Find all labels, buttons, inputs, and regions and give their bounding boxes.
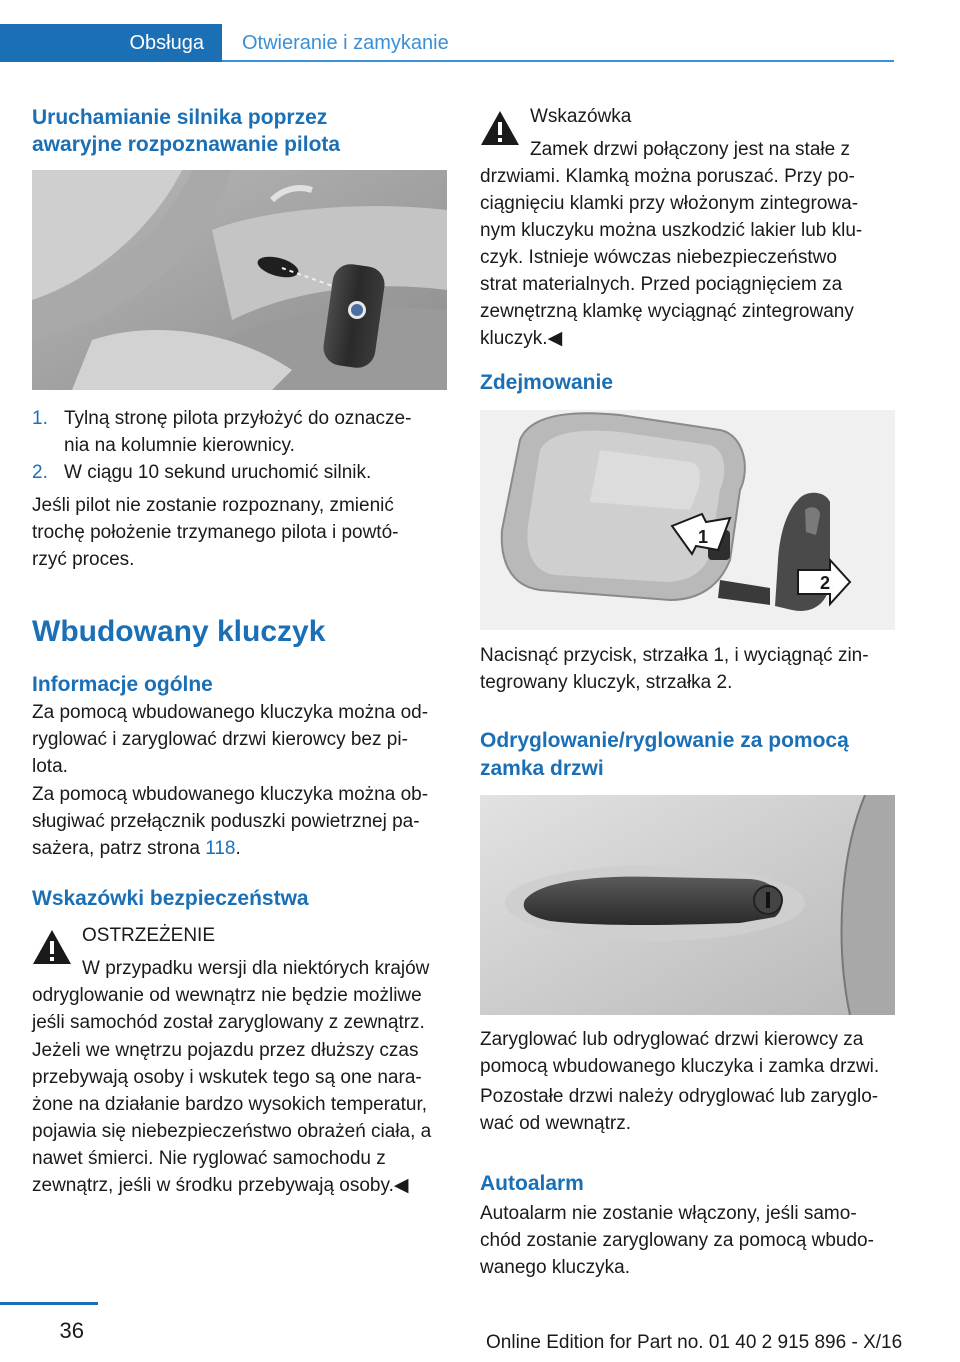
text-line: Za pomocą wbudowanego kluczyka można od‐ [32, 702, 429, 723]
text-line: trochę położenie trzymanego pilota i powtó‐ [32, 522, 399, 543]
header-rule [222, 60, 894, 62]
text-line: drzwiami. Klamką można poruszać. Przy po‐ [480, 166, 855, 187]
text-line: jeśli samochód został zaryglowany z zewnątrz. [32, 1012, 425, 1033]
text-line: nym kluczyku można uszkodzić lakier lub klu‐ [480, 220, 863, 241]
warning-text [32, 955, 457, 1036]
text-line: zewnętrzną klamkę wyciągnąć zintegrowany [480, 301, 854, 322]
text-line: chód zostanie zaryglowany za pomocą wbudo‐ [480, 1230, 874, 1251]
heading-general-info: Informacje ogólne [32, 673, 213, 696]
arrow-2-label: 2 [820, 573, 831, 593]
text-line: nawet śmierci. Nie ryglować samochodu z [32, 1148, 386, 1169]
para-lock-1 [480, 1026, 905, 1080]
chapter-tab[interactable]: Obsługa [0, 24, 222, 62]
text-line: tegrowany kluczyk, strzałka 2. [480, 672, 733, 693]
text-line: przebywają osoby i wskutek tego są one nara‐ [32, 1067, 422, 1088]
step-text-cont: nia na kolumnie kierownicy. [64, 435, 295, 456]
para-general-1 [32, 699, 452, 780]
steering-column-key-image [32, 170, 447, 390]
note-text [480, 136, 905, 352]
heading-lock-door: Odryglowanie/ryglowanie za pomocą zamka drzwi [480, 729, 849, 780]
text-line: zewnątrz, jeśli w środku przebywają osoby.◀ [32, 1175, 409, 1196]
note-title: Wskazówka [530, 106, 632, 127]
step-2 [32, 459, 452, 486]
text-line: czyk. Istnieje wówczas niebezpieczeństwo [480, 247, 837, 268]
text-line: strat materialnych. Przed pociągnięciem za [480, 274, 843, 295]
text-line: sażera, patrz strona [32, 838, 206, 859]
text-line: Pozostałe drzwi należy odryglować lub zaryglo‐ [480, 1086, 879, 1107]
text-line: W przypadku wersji dla niektórych krajów [82, 958, 430, 979]
warning-title: OSTRZEŻENIE [82, 925, 216, 946]
step-1 [32, 405, 452, 459]
door-handle-image [480, 795, 895, 1015]
text-line: Jeśli pilot nie zostanie rozpoznany, zmienić [32, 495, 394, 516]
key-removal-image [480, 410, 895, 630]
para-removal [480, 642, 905, 696]
text-line: Za pomocą wbudowanego kluczyka można ob‐ [32, 784, 429, 805]
heading-removal: Zdejmowanie [480, 371, 614, 394]
text-line: ryglować i zaryglować drzwi kierowcy bez pi‐ [32, 729, 408, 750]
para-general-2 [32, 781, 452, 862]
text-line: lota. [32, 756, 68, 777]
footer-rule [0, 1302, 98, 1305]
footer-edition-text: Online Edition for Part no. 01 40 2 915 896 - X/16 [486, 1332, 903, 1353]
step-text: Tylną stronę pilota przyłożyć do oznacze‐ [64, 408, 412, 429]
text-line: rzyć proces. [32, 549, 135, 570]
para-not-recognized [32, 492, 452, 573]
text-punct: . [235, 838, 241, 859]
section-tab[interactable]: Otwieranie i zamykanie [242, 32, 449, 54]
step-text: W ciągu 10 sekund uruchomić silnik. [64, 462, 372, 483]
text-line: sługiwać przełącznik poduszki powietrznej pa‐ [32, 811, 420, 832]
text-line: kluczyk.◀ [480, 328, 563, 349]
text-line: odryglowanie od wewnątrz nie będzie możliwe [32, 985, 422, 1006]
heading-emergency-start: Uruchamianie silnika poprzez awaryjne rozpoznawanie pilota [32, 106, 341, 156]
title-integrated-key: Wbudowany kluczyk [32, 615, 326, 648]
text-line: Nacisnąć przycisk, strzałka 1, i wyciągnąć zin‐ [480, 645, 869, 666]
page-reference-link[interactable]: 118 [205, 838, 236, 859]
para-lock-2 [480, 1083, 905, 1137]
text-line: wać od wewnątrz. [480, 1113, 632, 1134]
step-number: 1. [32, 408, 48, 429]
text-line: pomocą wbudowanego kluczyka i zamka drzwi. [480, 1056, 880, 1077]
heading-safety: Wskazówki bezpieczeństwa [32, 887, 309, 910]
warning-text-2 [32, 1037, 457, 1199]
heading-alarm: Autoalarm [480, 1172, 584, 1195]
step-number: 2. [32, 462, 48, 483]
text-line: Zamek drzwi połączony jest na stałe z [530, 139, 850, 160]
text-line: ciągnięciu klamki przy włożonym zintegrowa‐ [480, 193, 859, 214]
text-line: Autoalarm nie zostanie włączony, jeśli samo‐ [480, 1203, 857, 1224]
text-line: żone na działanie bardzo wysokich temperatur, [32, 1094, 428, 1115]
para-alarm [480, 1200, 905, 1281]
text-line: Zaryglować lub odryglować drzwi kierowcy za [480, 1029, 864, 1050]
text-line: pojawia się niebezpieczeństwo obrażeń ciała, a [32, 1121, 432, 1142]
page-number: 36 [59, 1318, 84, 1343]
text-line: Jeżeli we wnętrzu pojazdu przez dłuższy czas [32, 1040, 419, 1061]
arrow-1-label: 1 [698, 527, 709, 547]
text-line: wanego kluczyka. [480, 1257, 630, 1278]
